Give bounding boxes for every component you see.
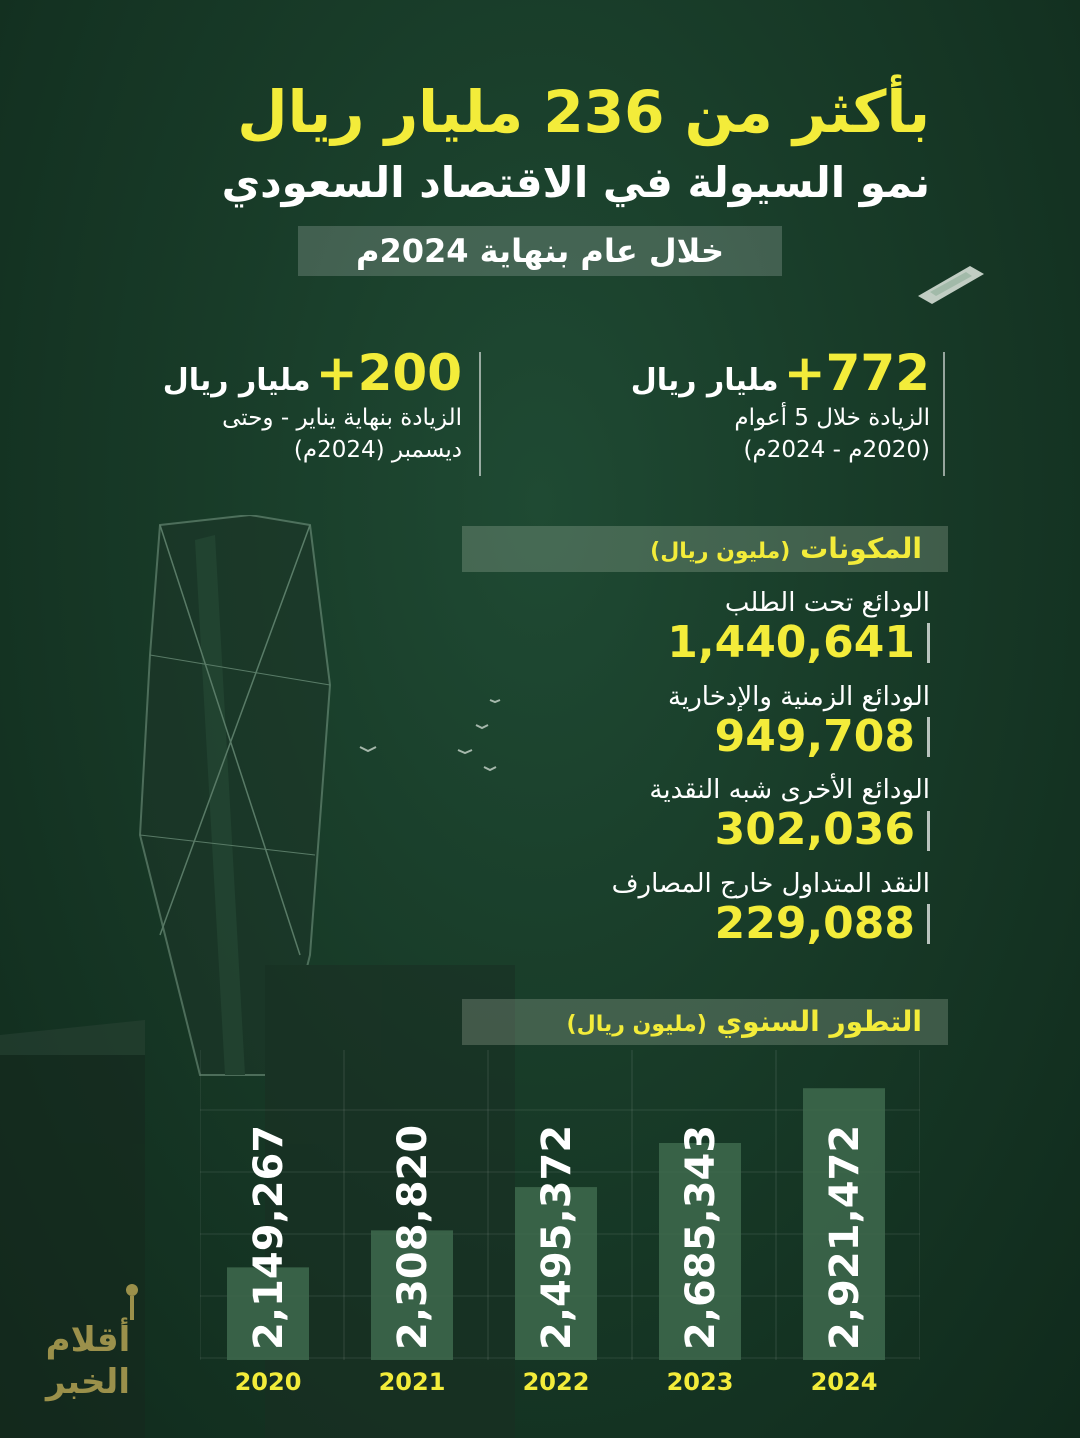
page-title: بأكثر من 236 مليار ريال: [237, 78, 930, 146]
publisher-logo: [28, 1280, 148, 1420]
component-tick: [927, 811, 930, 851]
bar-value-label-2023: 2,685,343: [678, 1124, 724, 1350]
annual-header: [462, 999, 948, 1045]
component-label: الودائع الأخرى شبه النقدية: [649, 775, 930, 806]
components-title-text: المكونات: [800, 532, 922, 565]
category-label-2020: 2020: [234, 1368, 302, 1396]
annual-title: [567, 999, 922, 1045]
banknote-icon: [910, 262, 990, 306]
component-item: [480, 869, 930, 949]
category-label-2023: 2023: [666, 1368, 734, 1396]
components-title: [650, 526, 922, 572]
component-item: [480, 775, 930, 855]
components-unit: (مليون ريال): [650, 539, 791, 564]
component-value: 1,440,641: [667, 617, 915, 669]
bar-value-label-2021: 2,308,820: [390, 1124, 436, 1350]
stats-divider: [479, 352, 481, 476]
stat-five-year-desc-2: (2020م - 2024م): [743, 437, 930, 464]
stat-five-year-unit: مليار ريال: [630, 363, 779, 398]
annual-title-text: التطور السنوي: [716, 1005, 922, 1038]
period-label: خلال عام بنهاية 2024م: [355, 232, 725, 270]
page-subtitle: نمو السيولة في الاقتصاد السعودي: [221, 158, 930, 207]
component-item: [480, 588, 930, 668]
component-value: 302,036: [714, 804, 915, 856]
component-tick: [927, 717, 930, 757]
annual-bar-chart: [200, 1050, 920, 1410]
bar-value-label-2024: 2,921,472: [822, 1124, 868, 1350]
category-label-2021: 2021: [378, 1368, 446, 1396]
stat-year-value: 200+: [315, 344, 462, 402]
component-label: الودائع الزمنية والإدخارية: [668, 681, 930, 712]
category-label-2022: 2022: [522, 1368, 590, 1396]
annual-unit: (مليون ريال): [566, 1012, 707, 1037]
period-banner: [298, 226, 782, 276]
component-label: النقد المتداول خارج المصارف: [611, 868, 930, 899]
category-label-2024: 2024: [810, 1368, 878, 1396]
component-value: 949,708: [714, 710, 915, 762]
components-header: [462, 526, 948, 572]
logo-text-1: أقلام: [45, 1320, 131, 1360]
component-tick: [927, 904, 930, 944]
component-label: الودائع تحت الطلب: [724, 588, 930, 618]
bar-value-label-2022: 2,495,372: [534, 1124, 580, 1350]
component-value: 229,088: [714, 897, 915, 949]
stat-year-desc-1: الزيادة بنهاية يناير - وحتى: [222, 405, 462, 431]
logo-text-2: الخبر: [46, 1362, 130, 1402]
stat-year-desc-2: ديسمبر (2024م): [293, 437, 462, 464]
stat-five-year-desc-1: الزيادة خلال 5 أعوام: [734, 405, 930, 431]
stat-year: [100, 344, 462, 466]
components-list: [480, 588, 930, 962]
pen-icon: [28, 1280, 148, 1324]
stat-five-year: [540, 344, 930, 466]
stat-five-year-value: 772+: [783, 344, 930, 402]
stats-edge-line: [943, 352, 945, 476]
component-item: [480, 682, 930, 762]
component-tick: [927, 623, 930, 663]
stat-year-unit: مليار ريال: [162, 363, 311, 398]
bar-value-label-2020: 2,149,267: [246, 1124, 292, 1350]
